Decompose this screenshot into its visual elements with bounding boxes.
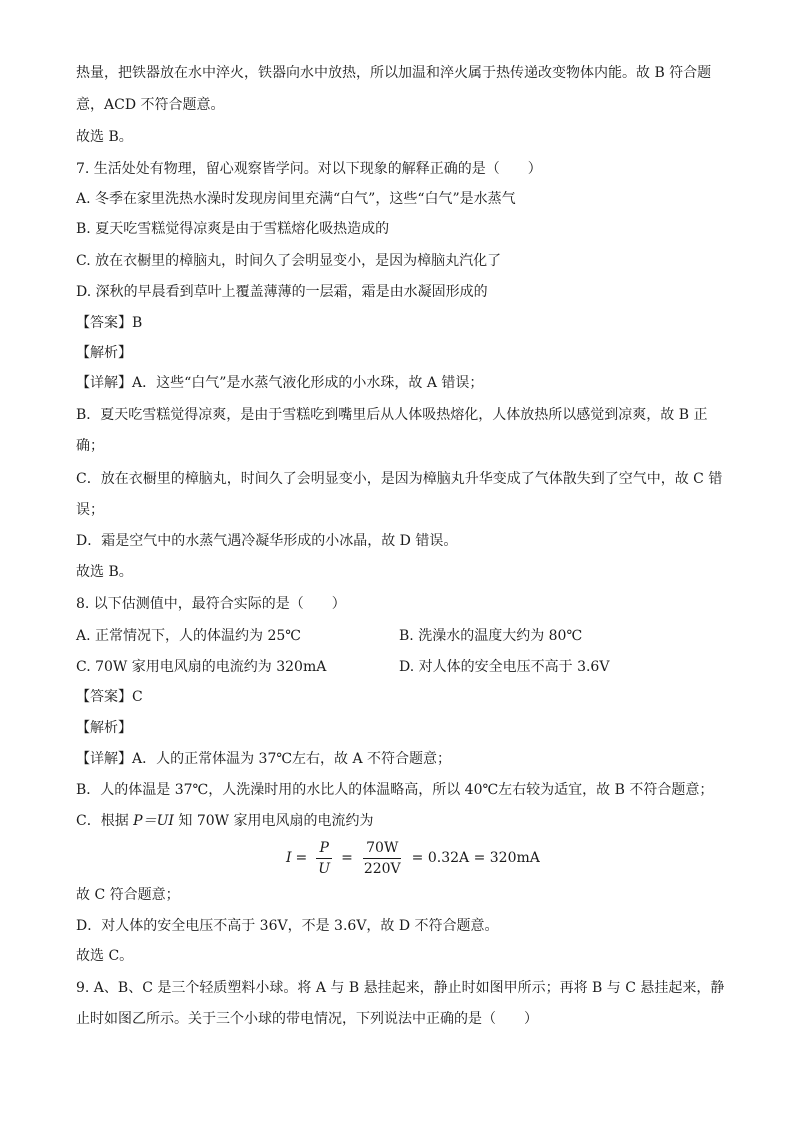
question-8-conclusion: 故选 C。 (76, 948, 134, 964)
question-7-answer: 【答案】B (76, 315, 143, 331)
question-7-option-c: C. 放在衣橱里的樟脑丸，时间久了会明显变小，是因为樟脑丸汽化了 (76, 253, 502, 269)
detail-text: 知 70W 家用电风扇的电流约为 (173, 813, 374, 829)
text-line: 故选 B。 (76, 129, 133, 145)
question-8-option-d: D. 对人体的安全电压不高于 3.6V (399, 659, 610, 675)
formula-result: = 0.32A = 320mA (411, 850, 540, 866)
formula-numerator: 70W (363, 839, 401, 859)
text-line: 意，ACD 不符合题意。 (76, 97, 225, 113)
question-7-option-b: B. 夏天吃雪糕觉得凉爽是由于雪糕熔化吸热造成的 (76, 221, 390, 237)
question-7-stem: 7. 生活处处有物理，留心观察皆学问。对以下现象的解释正确的是（ ） (76, 161, 542, 177)
question-9-stem: 9. A、B、C 是三个轻质塑料小球。将 A 与 B 悬挂起来，静止时如图甲所示；再将 B 与 C 悬挂起来，静 (76, 980, 725, 996)
question-7-detail: D．霜是空气中的水蒸气遇冷凝华形成的小冰晶，故 D 错误。 (76, 533, 458, 549)
formula-equals: = (341, 850, 353, 866)
question-7-detail: 误； (76, 502, 104, 518)
current-formula (286, 836, 540, 880)
inline-formula: P＝UI (133, 813, 174, 829)
formula-denominator: 220V (363, 860, 401, 877)
formula-equals: = (295, 850, 308, 866)
detail-text: C．根据 (76, 813, 134, 829)
question-8-detail: B．人的体温是 37℃，人洗澡时用的水比人的体温略高，所以 40℃左右较为适宜，故 B 不符合题意； (76, 782, 714, 798)
question-8-option-b: B. 洗澡水的温度大约为 80℃ (399, 628, 583, 644)
question-7-analysis-label: 【解析】 (76, 345, 132, 361)
formula-symbol: I (286, 850, 292, 866)
formula-fraction (361, 839, 404, 878)
question-8-option-a: A. 正常情况下，人的体温约为 25℃ (76, 628, 301, 644)
question-8-analysis-label: 【解析】 (76, 720, 132, 736)
question-7-option-d: D. 深秋的早晨看到草叶上覆盖薄薄的一层霜，霜是由水凝固形成的 (76, 284, 488, 300)
question-8-detail: 【详解】A．人的正常体温为 37℃左右，故 A 不符合题意； (76, 751, 452, 767)
formula-numerator: P (316, 839, 331, 859)
question-8-answer: 【答案】C (76, 689, 143, 705)
question-8-detail: 故 C 符合题意； (76, 887, 180, 903)
text-line: 热量，把铁器放在水中淬火，铁器向水中放热，所以加温和淬火属于热传递改变物体内能。故 B 符合题 (76, 65, 712, 81)
question-7-option-a: A. 冬季在家里洗热水澡时发现房间里充满“白气”，这些“白气”是水蒸气 (76, 191, 516, 207)
question-9-stem: 止时如图乙所示。关于三个小球的带电情况，下列说法中正确的是（ ） (76, 1011, 538, 1027)
question-8-detail: D．对人体的安全电压不高于 36V，不是 3.6V，故 D 不符合题意。 (76, 918, 499, 934)
question-8-detail (76, 811, 373, 831)
question-8-option-c: C. 70W 家用电风扇的电流约为 320mA (76, 659, 327, 675)
formula-fraction (315, 839, 333, 878)
question-7-conclusion: 故选 B。 (76, 564, 133, 580)
question-7-detail: 【详解】A．这些“白气”是水蒸气液化形成的小水珠，故 A 错误； (76, 375, 484, 391)
question-7-detail: 确； (76, 438, 104, 454)
question-7-detail: B．夏天吃雪糕觉得凉爽，是由于雪糕吃到嘴里后从人体吸热熔化，人体放热所以感觉到凉爽，故 B 正 (76, 407, 708, 423)
formula-denominator: U (318, 860, 331, 877)
question-8-stem: 8. 以下估测值中，最符合实际的是（ ） (76, 596, 346, 612)
question-7-detail: C．放在衣橱里的樟脑丸，时间久了会明显变小，是因为樟脑丸升华变成了气体散失到了空气中，故 C 错 (76, 471, 723, 487)
